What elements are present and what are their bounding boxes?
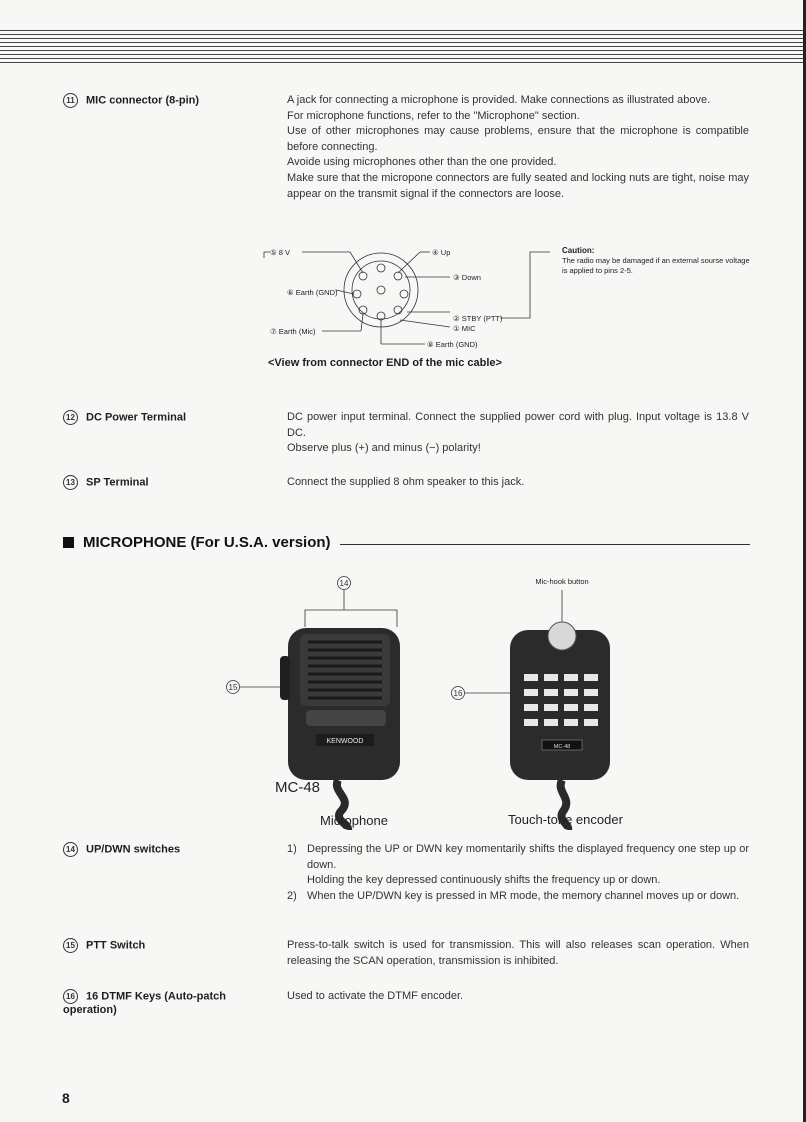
term-updwn-switches: 14 UP/DWN switches — [63, 842, 180, 857]
desc-dtmf-keys: Used to activate the DTMF encoder. — [287, 990, 464, 1002]
callout-number: 16 — [63, 989, 78, 1004]
pin-6-label: ⑥ Earth (GND) — [287, 288, 338, 297]
square-bullet-icon — [63, 537, 74, 548]
callout-number: 14 — [63, 842, 78, 857]
desc-dc-power: DC power input terminal. Connect the supplied power cord with plug. Input voltage is 13.8 V DC. Observe plus (+) and minus (−) polarity! — [287, 411, 749, 455]
callout-15: 15 — [228, 683, 238, 692]
caution-note: Caution: The radio may be damaged if an external sourse voltage is applied to pins 2-5. — [562, 246, 750, 275]
callout-number: 13 — [63, 475, 78, 490]
microphone-front — [280, 628, 400, 830]
pin-7-label: ⑦ Earth (Mic) — [270, 327, 316, 336]
pin-8-label: ⑧ Earth (GND) — [427, 340, 478, 349]
callout-16: 16 — [453, 689, 463, 698]
desc-ptt-switch: Press-to-talk switch is used for transmission. This will also releases scan operation. When releasing the SCAN operation, transmission is inhibited. — [287, 939, 749, 967]
callout-number: 15 — [63, 938, 78, 953]
pin-2-label: ② STBY (PTT) — [453, 314, 503, 323]
callout-number: 11 — [63, 93, 78, 108]
desc-sp-terminal: Connect the supplied 8 ohm speaker to this jack. — [287, 476, 525, 488]
diagram-caption: <View from connector END of the mic cable> — [268, 357, 502, 369]
pin-3-label: ③ Down — [453, 273, 481, 282]
section-title: MICROPHONE (For U.S.A. version) — [63, 534, 331, 551]
brand-logo: KENWOOD — [326, 738, 364, 745]
term-sp-terminal: 13 SP Terminal — [63, 475, 149, 490]
connector-pin-diagram — [250, 240, 550, 360]
pin-5-label: ⑤ 8 V — [270, 248, 291, 257]
desc-updwn-switches — [287, 842, 749, 904]
callout-number: 12 — [63, 410, 78, 425]
model-badge: MC-48 — [553, 744, 571, 750]
desc-mic-connector: A jack for connecting a microphone is provided. Make connections as illustrated above. For microphone functions, refer to the "Microphone" section. Use of other microphones may cause problems, ensure that the microphone is compatible before connecting. Avoide using microphones other than the one provided. Make sure that the micropone connectors are fully seated and locking nuts are tight, noise may appear on the transmit signal if the connectors are loose. — [287, 94, 749, 200]
microphone-back-keypad — [510, 622, 610, 830]
model-label: MC-48 — [275, 779, 321, 796]
term-mic-connector: 11 MIC connector (8-pin) — [63, 93, 199, 108]
list-item: Holding the key depressed continuously shifts the frequency up or down. — [307, 874, 661, 887]
list-item: 1) Depressing the UP or DWN key momentarily shifts the displayed frequency one step up or down. — [287, 843, 749, 871]
list-item: 2) When the UP/DWN key is pressed in MR mode, the memory channel moves up or down. — [287, 889, 740, 902]
caption-touch-tone-encoder: Touch-tone encoder — [508, 812, 623, 827]
term-dtmf-keys: 16 16 DTMF Keys (Auto-patch operation) — [63, 990, 226, 1017]
callout-14: 14 — [339, 579, 349, 588]
term-dc-power: 12 DC Power Terminal — [63, 410, 186, 425]
header-rules — [0, 30, 806, 64]
pin-1-label: ① MIC — [453, 324, 476, 333]
page-number: 8 — [62, 1090, 70, 1106]
section-rule — [340, 544, 750, 545]
pin-4-label: ④ Up — [432, 248, 451, 257]
term-ptt-switch: 15 PTT Switch — [63, 938, 145, 953]
caption-microphone: Microphone — [320, 813, 388, 828]
mic-hook-label: Mic-hook button — [535, 577, 589, 586]
